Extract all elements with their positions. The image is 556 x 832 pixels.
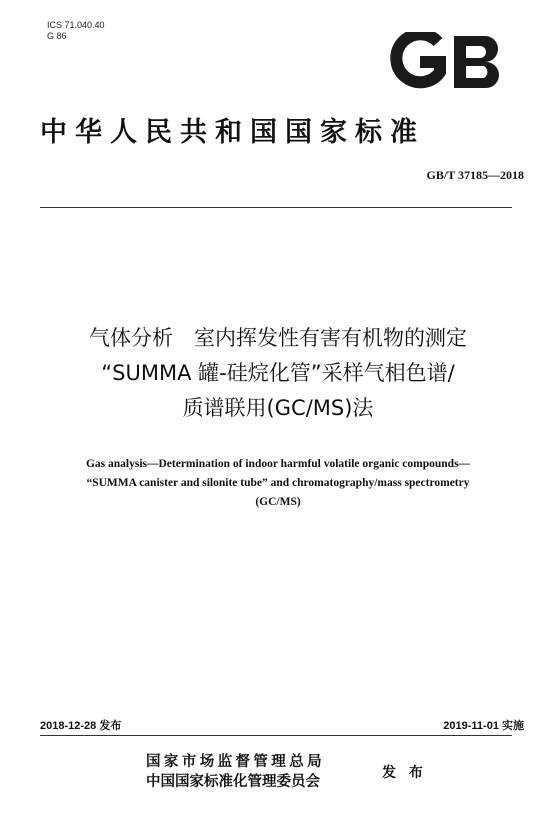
chinese-title bbox=[20, 321, 536, 426]
issuing-authorities bbox=[146, 752, 376, 792]
ccs-code: G 86 bbox=[47, 31, 67, 41]
english-title-line-2: “SUMMA canister and silonite tube” and chromatography/mass spectrometry bbox=[86, 477, 470, 489]
gb-logo bbox=[384, 32, 510, 92]
chinese-title-line-1: 气体分析 室内挥发性有害有机物的测定 bbox=[89, 326, 467, 350]
implement-date: 2019-11-01 实施 bbox=[443, 720, 524, 732]
gb-logo-g bbox=[396, 34, 440, 82]
issuer-samr: 国家市场监督管理总局 bbox=[146, 754, 325, 770]
top-divider bbox=[40, 207, 512, 208]
bottom-divider bbox=[40, 735, 512, 736]
publish-date: 2018-12-28 发布 bbox=[40, 720, 122, 732]
ics-code: ICS 71.040.40 bbox=[47, 20, 105, 30]
english-title bbox=[20, 455, 536, 512]
standard-category-title: 中华人民共和国国家标准 bbox=[40, 117, 425, 148]
gb-logo-b bbox=[454, 36, 499, 88]
issued-label: 发 布 bbox=[382, 765, 427, 781]
standard-number: GB/T 37185—2018 bbox=[426, 168, 524, 182]
english-title-line-1: Gas analysis—Determination of indoor harmful volatile organic compounds— bbox=[85, 458, 471, 470]
chinese-title-line-2: “SUMMA 罐-硅烷化管”采样气相色谱/ bbox=[101, 361, 455, 385]
chinese-title-line-3: 质谱联用(GC/MS)法 bbox=[182, 396, 374, 420]
issuer-sac: 中国国家标准化管理委员会 bbox=[146, 774, 320, 790]
english-title-line-3: (GC/MS) bbox=[255, 496, 301, 508]
classification-codes bbox=[47, 20, 105, 42]
